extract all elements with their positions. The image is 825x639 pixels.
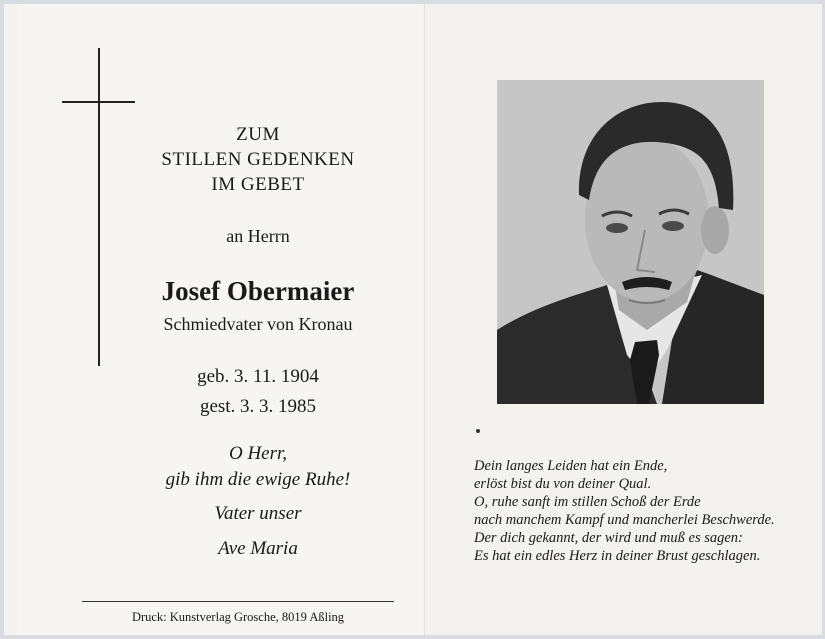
life-dates — [118, 362, 398, 422]
portrait-image — [497, 80, 764, 404]
portrait-photo — [497, 80, 764, 404]
poem-line: Es hat ein edles Herz in deiner Brust geschlagen. — [474, 548, 761, 564]
memorial-heading — [118, 122, 398, 197]
poem-line: Dein langes Leiden hat ein Ende, — [474, 458, 668, 474]
poem-line: O, ruhe sanft im stillen Schoß der Erde — [474, 494, 701, 510]
cross-icon-bar — [62, 101, 135, 103]
ink-dot — [476, 429, 480, 433]
printer-credit: Druck: Kunstverlag Grosche, 8019 Aßling — [131, 610, 345, 624]
prayer-line: O Herr, — [228, 443, 288, 464]
salutation: an Herrn — [226, 226, 290, 246]
poem-line: nach manchem Kampf und mancherlei Beschwerde. — [474, 512, 775, 528]
footer-divider — [82, 601, 394, 602]
deceased-name: Josef Obermaier — [161, 276, 355, 306]
heading-line: ZUM — [236, 124, 280, 145]
heading-line: IM GEBET — [211, 174, 305, 195]
prayer — [118, 441, 398, 493]
vater-unser: Vater unser — [214, 503, 302, 524]
prayer-line: gib ihm die ewige Ruhe! — [165, 469, 351, 490]
memorial-poem — [474, 457, 819, 565]
birth-date: geb. 3. 11. 1904 — [197, 366, 319, 387]
poem-line: Der dich gekannt, der wird und muß es sagen: — [474, 530, 743, 546]
poem-line: erlöst bist du von deiner Qual. — [474, 476, 652, 492]
ave-maria: Ave Maria — [218, 538, 298, 559]
deceased-role: Schmiedvater von Kronau — [163, 314, 353, 334]
death-date: gest. 3. 3. 1985 — [199, 396, 317, 417]
cross-icon — [98, 48, 100, 366]
left-panel — [18, 4, 422, 635]
heading-line: STILLEN GEDENKEN — [161, 149, 355, 170]
